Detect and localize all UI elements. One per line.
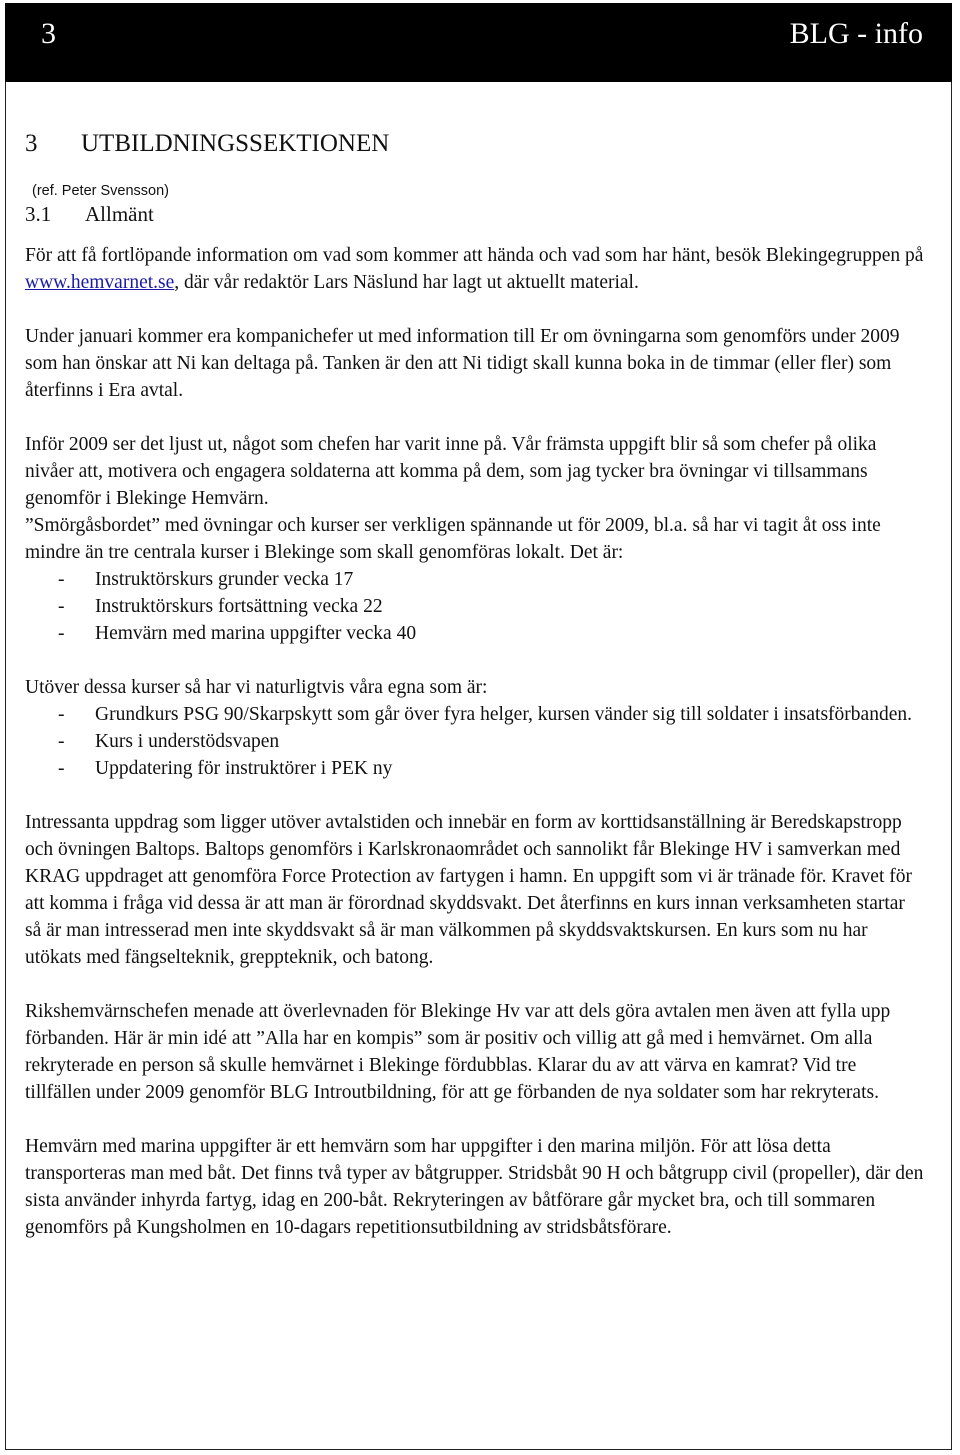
list-item-text: Uppdatering för instruktörer i PEK ny	[95, 758, 393, 779]
paragraph-courses: ”Smörgåsbordet” med övningar och kurser ser verkligen spännande ut för 2009, bl.a. så har vi tagit åt oss inte mindre än tre centrala kurser i Blekinge som skall genomföras lokalt. Det är:	[25, 515, 881, 563]
header-page-number: 3	[41, 17, 56, 50]
list-dash: -	[58, 623, 65, 644]
paragraph-recruitment: Rikshemvärnschefen menade att överlevnaden för Blekinge Hv var att dels göra avtalen men även att fylla upp förbanden. Här är min idé att ”Alla har en kompis” som är positiv och villig att gå med i hemvärnet. Om alla rekryterade en person så skulle hemvärnet i Blekinge fördubblas. Klarar du av att värva en kamrat? Vid tre tillfällen under 2009 genomför BLG Introutbildning, för att ge förbanden de nya soldater som har rekryterats.	[25, 1001, 891, 1103]
subsection-number: 3.1	[25, 202, 52, 226]
section-reference: (ref. Peter Svensson)	[32, 183, 169, 199]
section-title: UTBILDNINGSSEKTIONEN	[81, 130, 390, 157]
list-item-text: Hemvärn med marina uppgifter vecka 40	[95, 623, 417, 644]
list-dash: -	[58, 758, 65, 779]
header-title: BLG - info	[789, 17, 923, 50]
list-item-text: Instruktörskurs fortsättning vecka 22	[95, 596, 383, 617]
paragraph-outlook: Inför 2009 ser det ljust ut, något som chefen har varit inne på. Vår främsta uppgift blir så som chefer på olika nivåer att, motivera och engagera soldaterna att komma på dem, som jag tycker bra övningar vi tillsammans genomför i Blekinge Hemvärn.	[25, 434, 877, 509]
page-header	[5, 3, 952, 82]
list-item	[25, 728, 925, 755]
list-item	[25, 755, 925, 782]
list-item-text: Grundkurs PSG 90/Skarpskytt som går över fyra helger, kursen vänder sig till soldater i insatsförbanden.	[95, 704, 912, 725]
list-dash: -	[58, 569, 65, 590]
list-dash: -	[58, 596, 65, 617]
paragraph-intro	[25, 242, 925, 296]
section-heading	[25, 126, 925, 162]
subsection-heading	[25, 200, 925, 228]
list-item	[25, 620, 925, 647]
list-dash: -	[58, 731, 65, 752]
subsection-title: Allmänt	[85, 202, 154, 226]
list-item-text: Instruktörskurs grunder vecka 17	[95, 569, 354, 590]
list-item-text: Kurs i understödsvapen	[95, 731, 280, 752]
paragraph-marine: Hemvärn med marina uppgifter är ett hemvärn som har uppgifter i den marina miljön. För att lösa detta transporteras man med båt. Det finns två typer av båtgrupper. Stridsbåt 90 H och båtgrupp civil (propeller), där den sista använder inhyrda fartyg, idag en 200-båt. Rekryteringen av båtförare går mycket bra, och till sommaren genomförs på Kungsholmen en 10-dagars repetitionsutbildning av stridsbåtsförare.	[25, 1136, 924, 1238]
list-dash: -	[58, 704, 65, 725]
paragraph-january: Under januari kommer era kompanichefer ut med information till Er om övningarna som genomförs under 2009 som han önskar att Ni kan deltaga på. Tanken är den att Ni tidigt skall kunna boka in de timmar (eller fler) som återfinns i Era avtal.	[25, 326, 900, 401]
paragraph-intro-text-end: , där vår redaktör Lars Näslund har lagt ut aktuellt material.	[174, 272, 639, 293]
paragraph-own-courses: Utöver dessa kurser så har vi naturligtvis våra egna som är:	[25, 677, 488, 698]
list-item	[25, 593, 925, 620]
paragraph-intro-text: För att få fortlöpande information om vad som kommer att hända och vad som har hänt, besök Blekingegruppen på	[25, 245, 924, 266]
list-item	[25, 566, 925, 593]
section-number: 3	[25, 130, 38, 157]
website-link[interactable]: www.hemvarnet.se	[25, 272, 175, 293]
document-body	[25, 126, 925, 1241]
paragraph-assignments: Intressanta uppdrag som ligger utöver avtalstiden och innebär en form av korttidsanställning är Beredskapstropp och övningen Baltops. Baltops genomförs i Karlskronaområdet och sannolikt får Blekinge HV i samverkan med KRAG uppdraget att genomföra Force Protection av fartygen i hamn. En uppgift som vi är tränade för. Kravet för att komma i fråga vid dessa är att man är förordnad skyddsvakt. Det återfinns en kurs innan verksamheten startar så är man intresserad men inte skyddsvakt så är man välkommen på skyddsvaktskursen. En kurs som nu har utökats med fängselteknik, greppteknik, och batong.	[25, 812, 912, 968]
list-item	[25, 701, 925, 728]
own-courses-list	[25, 701, 925, 782]
central-courses-list	[25, 566, 925, 647]
